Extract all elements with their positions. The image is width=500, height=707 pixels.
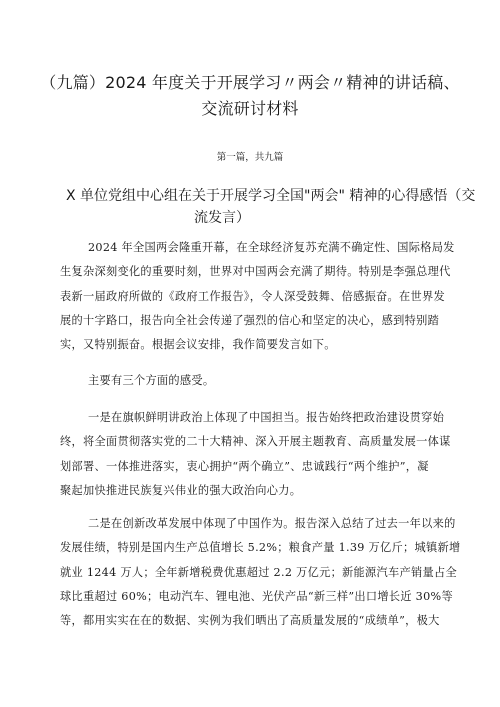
paragraph-line: 终，将全面贯彻落实党的二十大精神、深入开展主题教育、高质量发展一体谋	[60, 435, 451, 449]
paragraph-line: 表新一届政府所做的《政府工作报告》，令人深受鼓舞、倍感振奋。在世界发	[60, 289, 445, 303]
title-line: （九篇）2024 年度关于开展学习〃两会〃精神的讲话稿、	[40, 73, 460, 92]
heading-line: X 单位党组中心组在关于开展学习全国"两会" 精神的心得感悟（交	[66, 188, 476, 204]
paragraph-line: 主要有三个方面的感受。	[88, 374, 215, 387]
document-title	[40, 70, 460, 122]
paragraph-line: 实，又特别振奋。根据会议安排，我作简要发言如下。	[60, 338, 336, 352]
paragraph-line: 发展佳绩，特别是国内生产总值增长 5.2%；粮食产量 1.39 万亿斤；城镇新增	[60, 541, 461, 555]
paragraph-intro	[60, 236, 455, 357]
section-label: 第一篇，共九篇	[216, 152, 284, 163]
paragraph-line: 等，都用实实在在的数据、实例为我们晒出了高质量发展的“成绩单”，极大	[60, 614, 440, 628]
paragraph-summary	[60, 369, 440, 393]
paragraph-line: 展的十字路口，报告向全社会传递了强烈的信心和坚定的决心，感到特别踏	[60, 313, 440, 327]
paragraph-line: 二是在创新改革发展中体现了中国作为。报告深入总结了过去一年以来的	[88, 517, 456, 530]
heading-line: 流发言）	[194, 210, 250, 226]
title-line: 交流研讨材料	[201, 99, 299, 118]
paragraph-line: 划部署、一体推进落实，衷心拥护“两个确立”、忠诚践行“两个维护”，凝	[60, 459, 429, 473]
paragraph-point-two	[60, 512, 461, 633]
paragraph-line: 就业 1244 万人；全年新增税费优惠超过 2.2 万亿元；新能源汽车产销量占全	[60, 565, 457, 579]
paragraph-point-one	[60, 406, 451, 503]
paragraph-line: 生复杂深刻变化的重要时刻，世界对中国两会充满了期待。特别是李强总理代	[60, 265, 451, 279]
section-heading	[66, 185, 476, 229]
paragraph-line: 一是在旗帜鲜明讲政治上体现了中国担当。报告始终把政治建设贯穿始	[88, 411, 445, 424]
paragraph-line: 球比重超过 60%；电动汽车、锂电池、光伏产品“新三样”出口增长近 30%等	[60, 589, 453, 603]
paragraph-line: 聚起加快推进民族复兴伟业的强大政治向心力。	[60, 483, 302, 497]
paragraph-line: 2024 年全国两会隆重开幕，在全球经济复苏充满不确定性、国际格局发	[88, 241, 455, 254]
